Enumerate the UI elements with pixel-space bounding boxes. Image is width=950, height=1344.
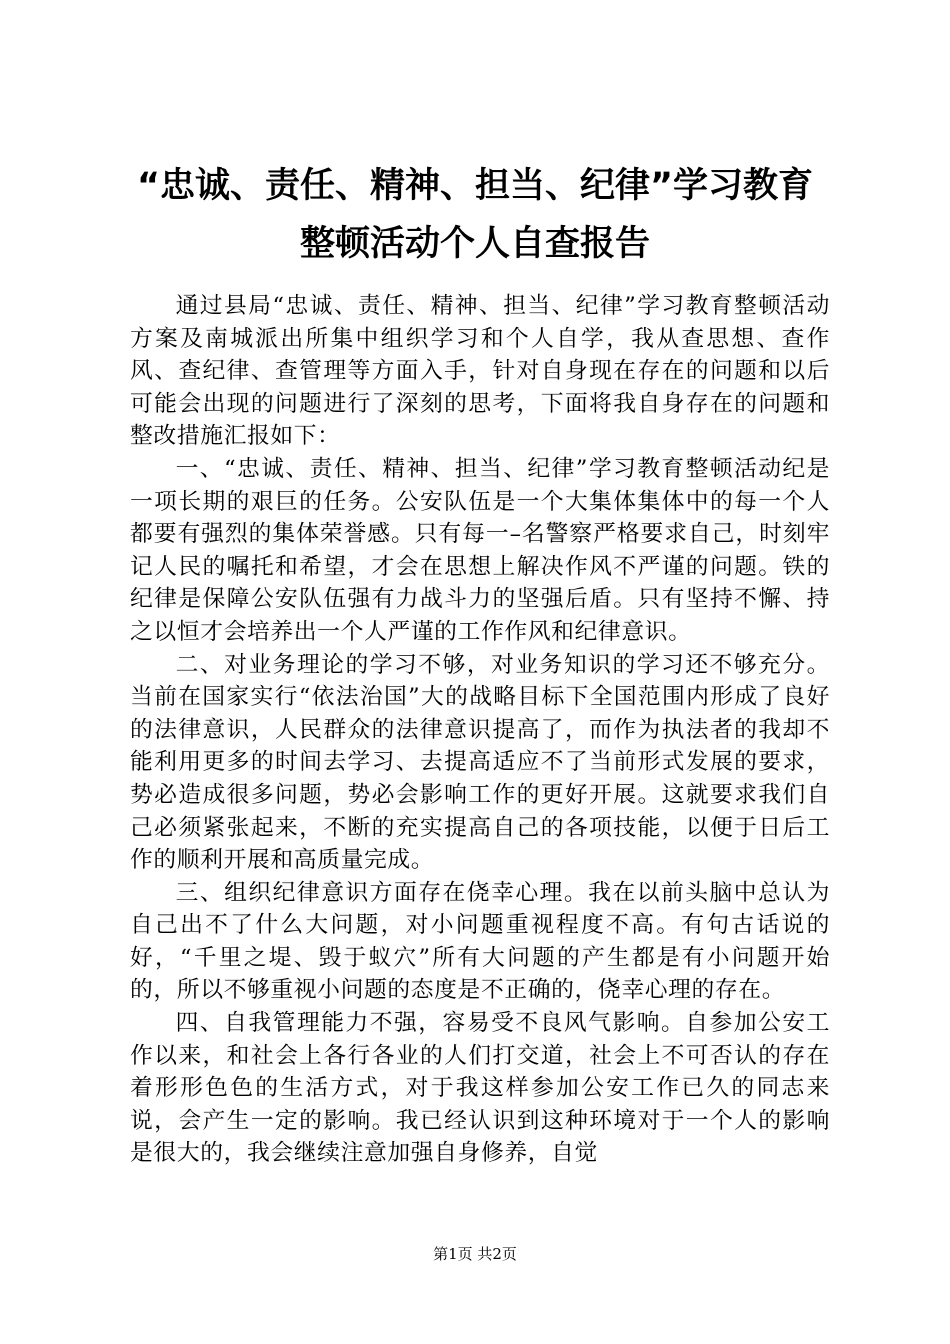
paragraph-intro: 通过县局“忠诚、责任、精神、担当、纪律”学习教育整顿活动方案及南城派出所集中组织学习和个人自学，我从查思想、查作风、查纪律、查管理等方面入手，针对自身现在存在的问题和以后可能会出现的问题进行了深刻的思考，下面将我自身存在的问题和整改措施汇报如下：	[130, 293, 830, 450]
paragraph-3: 三、组织纪律意识方面存在侥幸心理。我在以前头脑中总认为自己出不了什么大问题，对小问题重视程度不高。有句古话说的好，“千里之堤、毁于蚁穴”所有大问题的产生都是有小问题开始的，所以不够重视小问题的态度是不正确的，侥幸心理的存在。	[130, 879, 830, 1004]
document-title-line-1: “忠诚、责任、精神、担当、纪律”学习教育	[136, 166, 813, 206]
paragraph-2: 二、对业务理论的学习不够，对业务知识的学习还不够充分。当前在国家实行“依法治国”大的战略目标下全国范围内形成了良好的法律意识，人民群众的法律意识提高了，而作为执法者的我却不能利用更多的时间去学习、去提高适应不了当前形式发展的要求，势必造成很多问题，势必会影响工作的更好开展。这就要求我们自己必须紧张起来，不断的充实提高自己的各项技能，以便于日后工作的顺利开展和高质量完成。	[130, 651, 830, 874]
document-title-line-2: 整顿活动个人自查报告	[299, 224, 650, 264]
paragraph-1: 一、“忠诚、责任、精神、担当、纪律”学习教育整顿活动纪是一项长期的艰巨的任务。公安队伍是一个大集体集体中的每一个人都要有强烈的集体荣誉感。只有每一–名警察严格要求自己，时刻牢记人民的嘱托和希望，才会在思想上解决作风不严谨的问题。铁的纪律是保障公安队伍强有力战斗力的坚强后盾。只有坚持不懈、持之以恒才会培养出一个人严谨的工作作风和纪律意识。	[130, 455, 830, 645]
document-body	[130, 290, 830, 1170]
paragraph-4: 四、自我管理能力不强，容易受不良风气影响。自参加公安工作以来，和社会上各行各业的人们打交道，社会上不可否认的存在着形形色色的生活方式，对于我这样参加公安工作已久的同志来说，会产生一定的影响。我已经认识到这种环境对于一个人的影响是很大的，我会继续注意加强自身修养，自觉	[130, 1010, 830, 1167]
page-number-footer: 第1页 共2页	[433, 1245, 517, 1263]
